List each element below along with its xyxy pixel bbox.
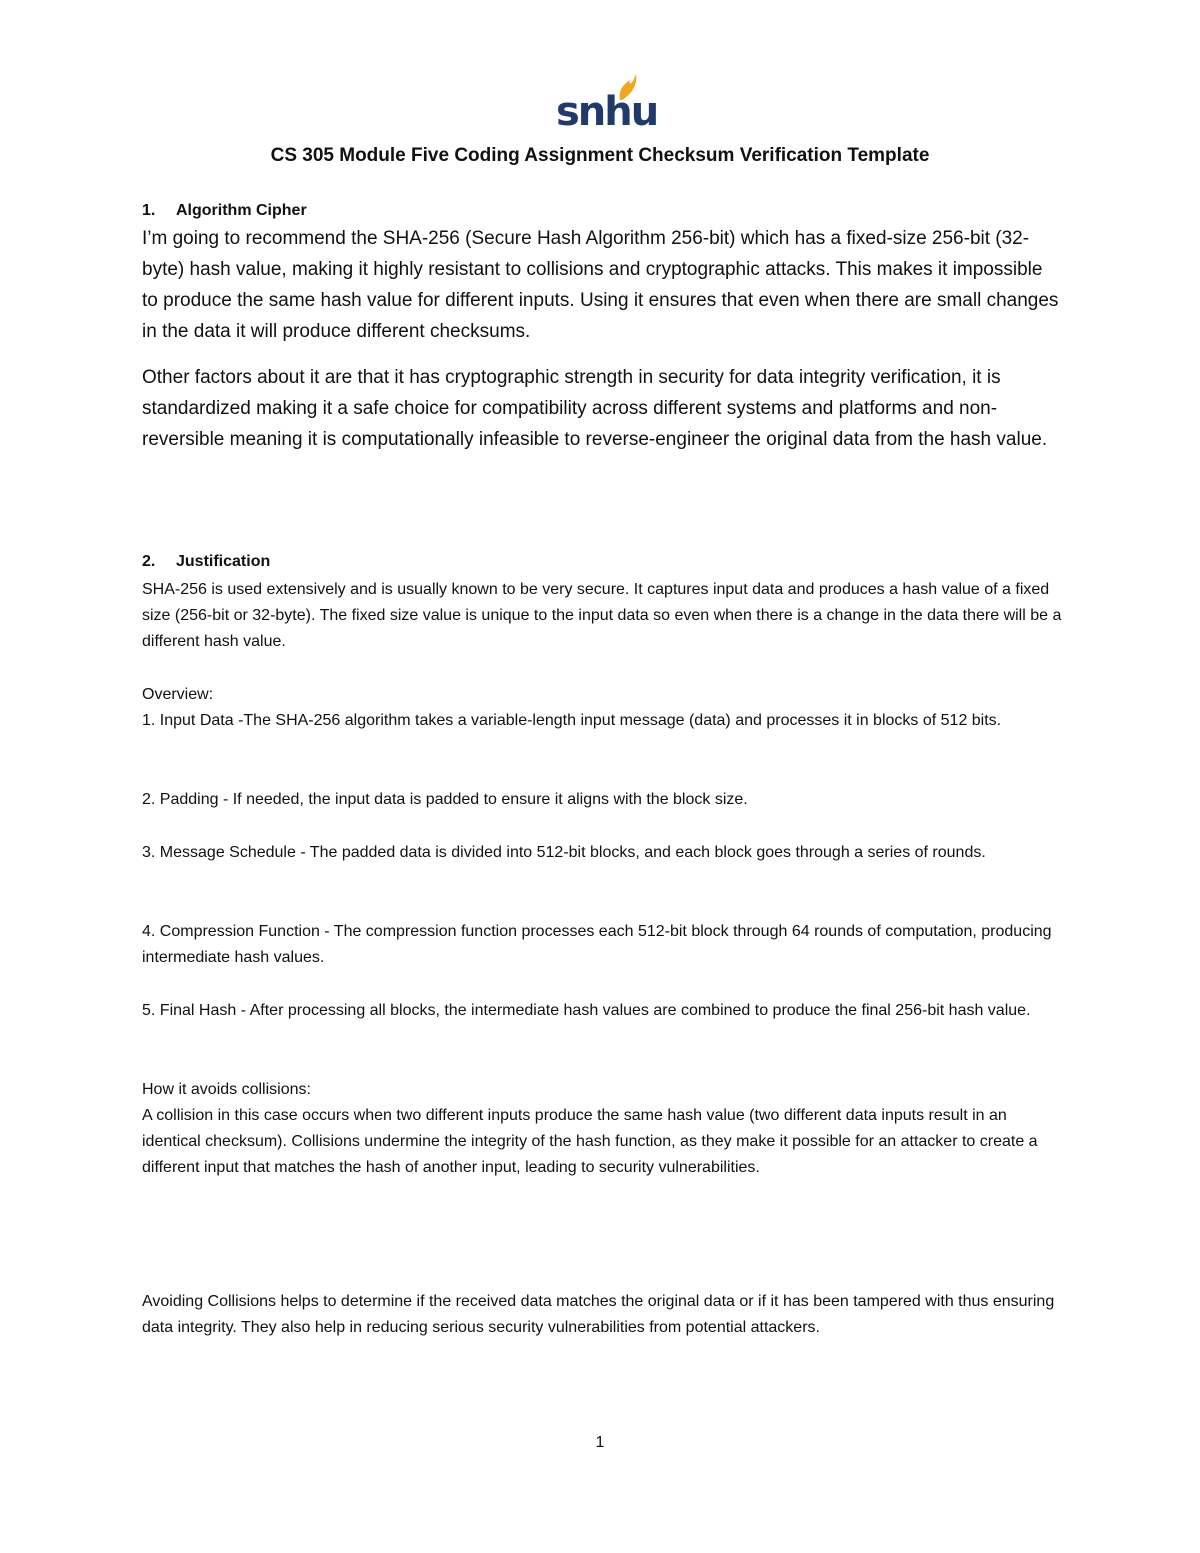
section-2-title: Justification <box>176 553 271 570</box>
section-2-intro: SHA-256 is used extensively and is usually known to be very secure. It captures input data and produces a hash value of a fixed size (256-bit or 32-byte). The fixed size value is unique to the input data so even when there is a change in the data there will be a different hash value. <box>142 581 1062 650</box>
logo-text: snhu <box>556 89 658 135</box>
section-1-heading <box>142 200 307 222</box>
overview-label: Overview: <box>142 686 214 703</box>
page-number: 1 <box>595 1434 605 1451</box>
overview-step-3: 3. Message Schedule - The padded data is divided into 512-bit blocks, and each block goes through a series of rounds. <box>142 844 986 861</box>
snhu-logo <box>556 72 658 135</box>
section-1-paragraph-2: Other factors about it are that it has cryptographic strength in security for data integrity verification, it is standardized making it a safe choice for compatibility across different systems and platforms and non-reversible meaning it is computationally infeasible to reverse-engineer the original data from the hash value. <box>142 367 1048 450</box>
section-1-title: Algorithm Cipher <box>176 202 307 219</box>
avoiding-collisions-paragraph: Avoiding Collisions helps to determine if the received data matches the original data or if it has been tampered with thus ensuring data integrity. They also help in reducing serious security vulnerabilities from potential attackers. <box>142 1293 1055 1336</box>
collisions-label: How it avoids collisions: <box>142 1081 311 1098</box>
section-1-number: 1. <box>142 202 156 219</box>
overview-step-4: 4. Compression Function - The compression function processes each 512-bit block through 64 rounds of computation, producing intermediate hash values. <box>142 923 1052 966</box>
collisions-paragraph: A collision in this case occurs when two different inputs produce the same hash value (two different data inputs result in an identical checksum). Collisions undermine the integrity of the hash function, as they make it possible for an attacker to create a different input that matches the hash of another input, leading to security vulnerabilities. <box>142 1107 1038 1176</box>
overview-step-1: 1. Input Data -The SHA-256 algorithm takes a variable-length input message (data) and processes it in blocks of 512 bits. <box>142 712 1002 729</box>
overview-step-2: 2. Padding - If needed, the input data is padded to ensure it aligns with the block size. <box>142 791 748 808</box>
document-title: CS 305 Module Five Coding Assignment Checksum Verification Template <box>270 145 930 166</box>
section-2-heading <box>142 551 270 573</box>
section-2-number: 2. <box>142 553 156 570</box>
section-1-paragraph-1: I’m going to recommend the SHA-256 (Secure Hash Algorithm 256-bit) which has a fixed-size 256-bit (32-byte) hash value, making it highly resistant to collisions and cryptographic attacks. This makes it impossible to produce the same hash value for different inputs. Using it ensures that even when there are small changes in the data it will produce different checksums. <box>142 228 1059 342</box>
overview-step-5: 5. Final Hash - After processing all blocks, the intermediate hash values are combined to produce the final 256-bit hash value. <box>142 1002 1031 1019</box>
